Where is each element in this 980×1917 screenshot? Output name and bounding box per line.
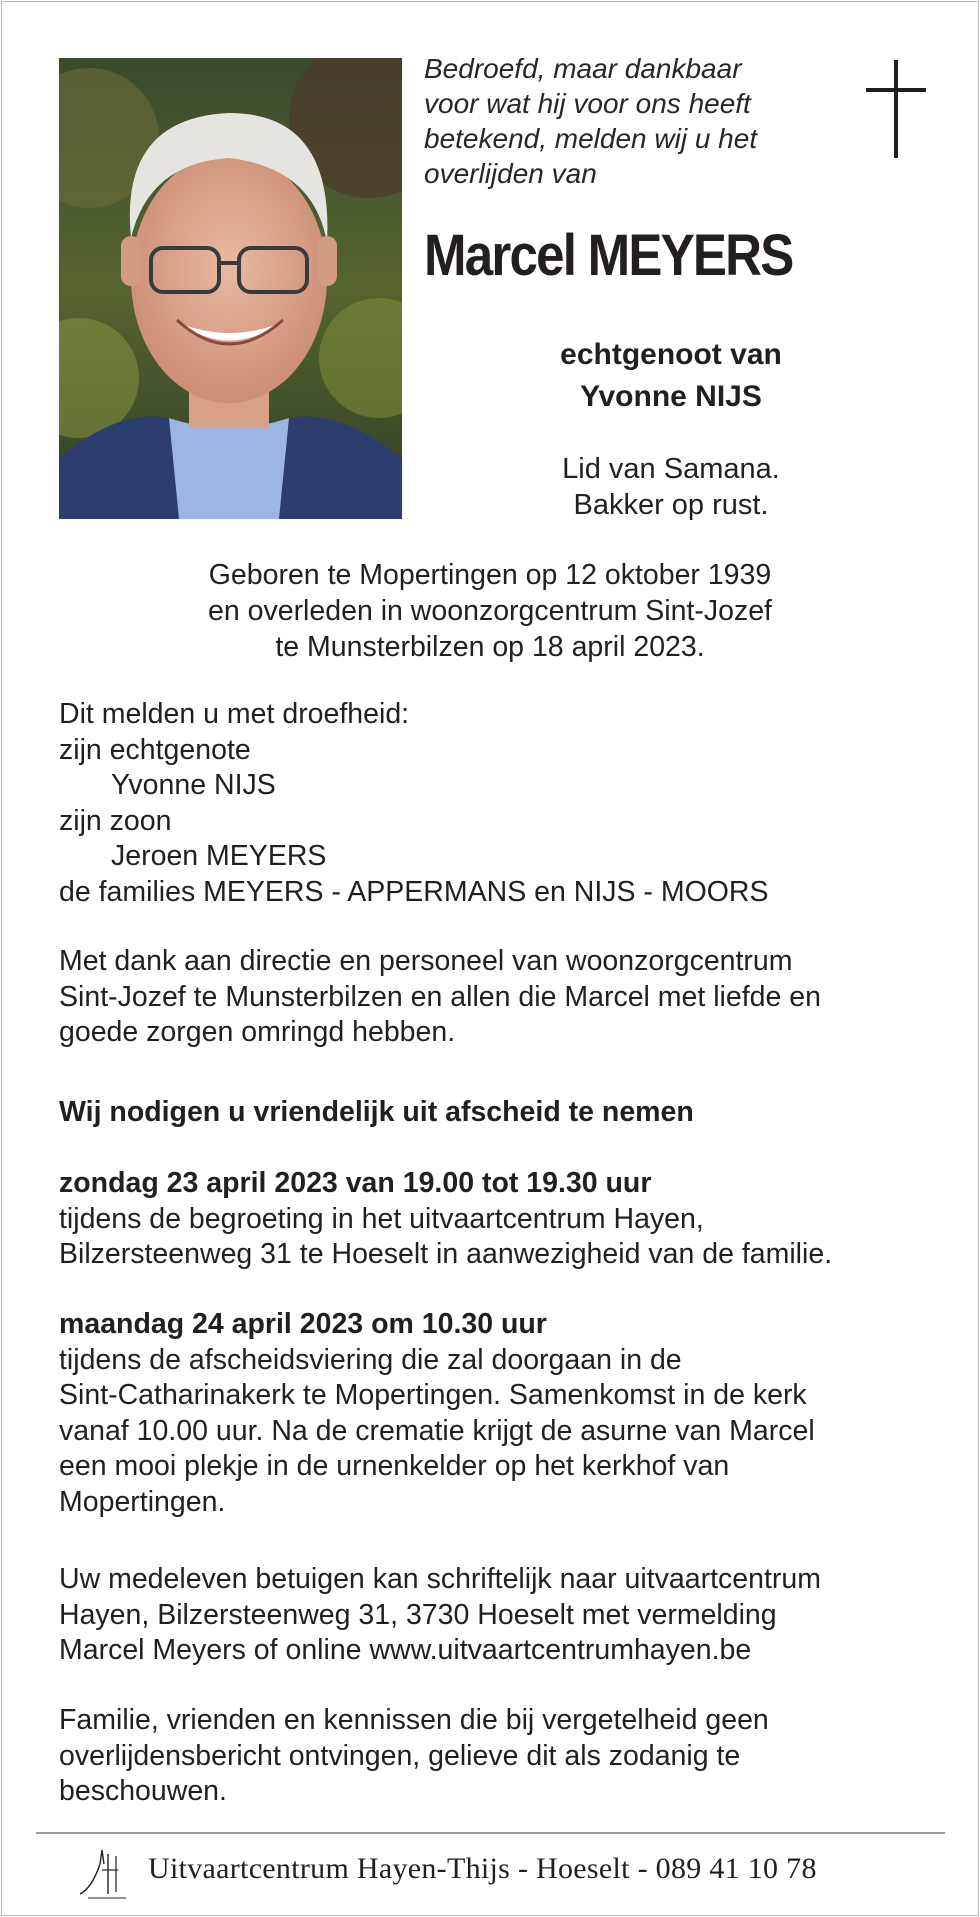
roles-block bbox=[424, 451, 918, 523]
event2-line: Mopertingen. bbox=[59, 1485, 226, 1518]
condolence-block bbox=[59, 1562, 939, 1669]
footer-divider bbox=[36, 1832, 945, 1834]
notice-line: overlijdensbericht ontvingen, gelieve dit als zodanig te bbox=[59, 1739, 741, 1772]
thanks-block bbox=[59, 944, 939, 1051]
intro-text bbox=[424, 51, 844, 191]
footer-text: Uitvaartcentrum Hayen-Thijs - Hoeselt - 089 41 10 78 bbox=[148, 1852, 817, 1885]
intro-line: betekend, melden wij u het bbox=[424, 123, 758, 154]
event1-line: tijdens de begroeting in het uitvaartcentrum Hayen, bbox=[59, 1202, 704, 1235]
family-member: Jeroen MEYERS bbox=[111, 840, 327, 872]
spouse-name: Yvonne NIJS bbox=[580, 380, 762, 413]
event2-heading: maandag 24 april 2023 om 10.30 uur bbox=[59, 1308, 547, 1340]
cross-icon bbox=[866, 60, 926, 160]
condolence-line: Marcel Meyers of online www.uitvaartcentrumhayen.be bbox=[59, 1634, 752, 1666]
family-member: Yvonne NIJS bbox=[111, 769, 276, 801]
family-line: zijn zoon bbox=[59, 804, 172, 837]
family-line: zijn echtgenote bbox=[59, 733, 251, 766]
event1-line: Bilzersteenweg 31 te Hoeselt in aanwezigheid van de familie. bbox=[59, 1238, 833, 1270]
condolence-line: Hayen, Bilzersteenweg 31, 3730 Hoeselt met vermelding bbox=[59, 1598, 777, 1631]
family-line: Dit melden u met droefheid: bbox=[59, 698, 410, 730]
event2-line: vanaf 10.00 uur. Na de crematie krijgt de asurne van Marcel bbox=[59, 1414, 815, 1447]
event2-line: Sint-Catharinakerk te Mopertingen. Samenkomst in de kerk bbox=[59, 1379, 807, 1411]
role-line: Bakker op rust. bbox=[573, 489, 769, 521]
invite-heading: Wij nodigen u vriendelijk uit afscheid te nemen bbox=[59, 1096, 694, 1128]
notice-block bbox=[59, 1703, 939, 1810]
family-block bbox=[59, 697, 939, 910]
event2-line: tijdens de afscheidsviering die zal doorgaan in de bbox=[59, 1343, 682, 1376]
spouse-label: echtgenoot van bbox=[560, 338, 782, 371]
born-line: te Munsterbilzen op 18 april 2023. bbox=[275, 631, 705, 663]
footer bbox=[78, 1836, 918, 1908]
family-line: de families MEYERS - APPERMANS en NIJS - MOORS bbox=[59, 875, 769, 908]
thanks-line: goede zorgen omringd hebben. bbox=[59, 1016, 456, 1048]
intro-line: voor wat hij voor ons heeft bbox=[424, 88, 751, 119]
condolence-line: Uw medeleven betuigen kan schriftelijk naar uitvaartcentrum bbox=[59, 1563, 821, 1595]
intro-line: overlijden van bbox=[424, 158, 597, 189]
event2-block bbox=[59, 1307, 939, 1520]
role-line: Lid van Samana. bbox=[562, 453, 780, 485]
spouse-block bbox=[424, 334, 918, 418]
deceased-name: Marcel MEYERS bbox=[424, 223, 793, 288]
event1-heading: zondag 23 april 2023 van 19.00 tot 19.30 uur bbox=[59, 1167, 652, 1199]
notice-line: Familie, vrienden en kennissen die bij vergetelheid geen bbox=[59, 1704, 769, 1736]
thanks-line: Sint-Jozef te Munsterbilzen en allen die Marcel met liefde en bbox=[59, 980, 821, 1013]
birth-death-block bbox=[60, 557, 920, 665]
intro-line: Bedroefd, maar dankbaar bbox=[424, 53, 742, 84]
thanks-line: Met dank aan directie en personeel van woonzorgcentrum bbox=[59, 945, 793, 977]
born-line: Geboren te Mopertingen op 12 oktober 1939 bbox=[208, 559, 772, 591]
portrait-photo bbox=[59, 58, 402, 519]
notice-line: beschouwen. bbox=[59, 1775, 227, 1807]
event2-line: een mooi plekje in de urnenkelder op het kerkhof van bbox=[59, 1450, 730, 1482]
born-line: en overleden in woonzorgcentrum Sint-Jozef bbox=[208, 595, 772, 627]
event1-block bbox=[59, 1166, 939, 1273]
funeral-home-logo-icon bbox=[78, 1842, 132, 1902]
